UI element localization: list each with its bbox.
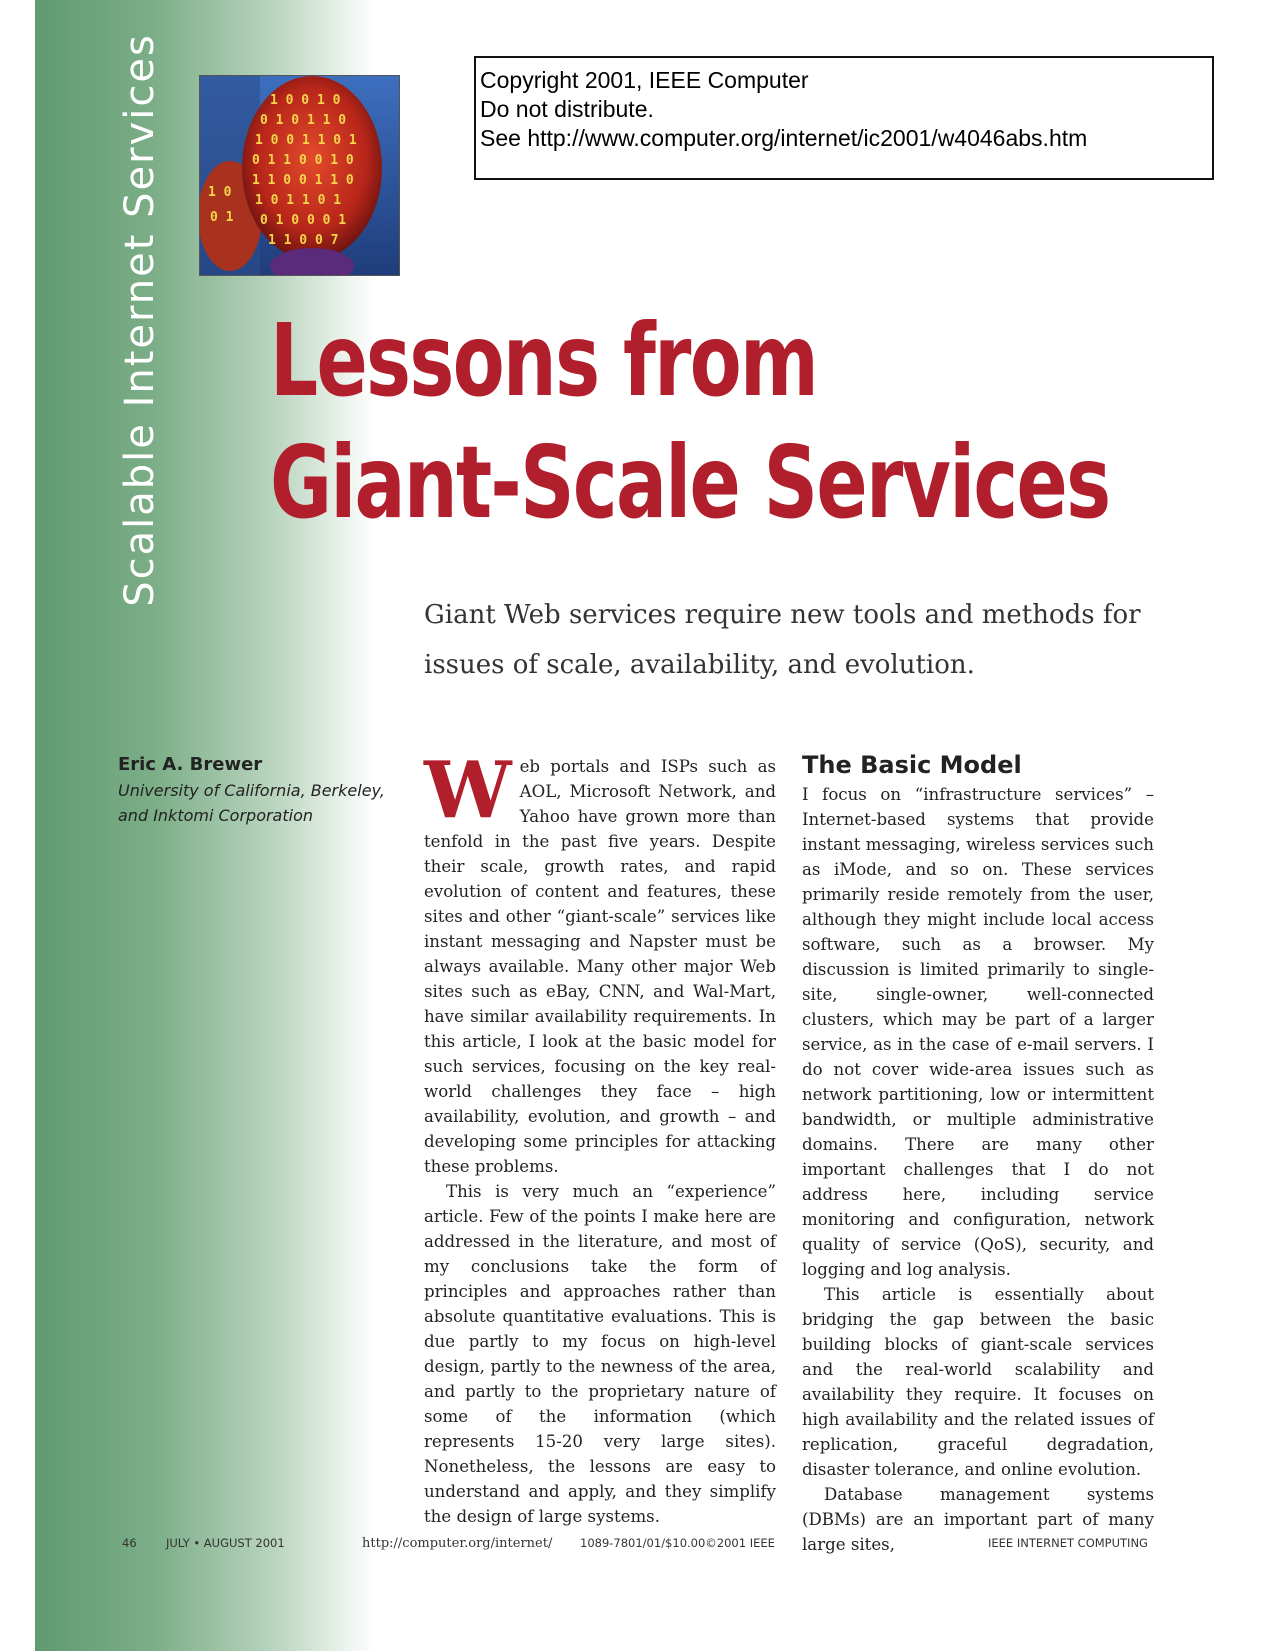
svg-text:0 1 1 0 0 1 0: 0 1 1 0 0 1 0 — [252, 153, 354, 168]
copyright-line-2: Do not distribute. — [480, 96, 654, 122]
body-paragraph — [424, 745, 776, 1179]
body-column-right — [802, 750, 1154, 1557]
page-number: 46 — [122, 1536, 137, 1550]
paragraph-text: eb portals and ISPs such as AOL, Microsoft Network, and Yahoo have grown more than tenfold in the past five years. Despite their scale, growth rates, and rapid evolution of content and features, these sites and other “giant-scale” services like instant messaging and Napster must be always available. Many other major Web sites such as eBay, CNN, and Wal-Mart, have similar availability requirements. In this article, I look at the basic model for such services, focusing on the key real-world challenges they face – high availability, evolution, and growth – and developing some principles for attacking these problems. — [424, 757, 776, 1176]
svg-text:1 0 1 1 0 1: 1 0 1 1 0 1 — [255, 193, 342, 208]
author-affiliation-1: University of California, Berkeley, — [118, 781, 385, 800]
section-heading: The Basic Model — [802, 751, 1022, 779]
svg-text:1 0 0 1 1 0 1: 1 0 0 1 1 0 1 — [255, 133, 357, 148]
issue-date: JULY • AUGUST 2001 — [166, 1536, 285, 1550]
svg-text:0 1 0 1 1 0: 0 1 0 1 1 0 — [260, 113, 347, 128]
article-subtitle: Giant Web services require new tools and methods for issues of scale, availability, and evolution. — [424, 600, 1141, 680]
copyright-notice — [474, 56, 1214, 180]
copyright-line-3: See http://www.computer.org/internet/ic2001/w4046abs.htm — [480, 125, 1088, 151]
svg-text:0 1: 0 1 — [210, 210, 234, 225]
hero-image — [199, 75, 400, 276]
author-block — [118, 752, 388, 828]
title-line-2: Giant-Scale Services — [270, 424, 1110, 541]
body-column-left — [424, 745, 776, 1529]
article-title — [270, 300, 1109, 544]
title-line-1: Lessons from — [270, 302, 818, 419]
body-paragraph: This article is essentially about bridging the gap between the basic building blocks of giant-scale services and the real-world scalability and availability they require. It focuses on high availability and the related issues of replication, graceful degradation, disaster tolerance, and online evolution. — [802, 1285, 1154, 1479]
svg-text:1 0: 1 0 — [208, 185, 232, 200]
svg-text:1 1 0 0 7: 1 1 0 0 7 — [268, 233, 339, 248]
body-paragraph: I focus on “infrastructure services” – Internet-based systems that provide instant messaging, wireless services such as iMode, and so on. These services primarily reside remotely from the user, although they might include local access software, such as a browser. My discussion is limited primarily to single-site, single-owner, well-connected clusters, which may be part of a larger service, as in the case of e-mail servers. I do not cover wide-area issues such as network partitioning, low or intermittent bandwidth, or multiple administrative domains. There are many other important challenges that I do not address here, including service monitoring and configuration, network quality of service (QoS), security, and logging and log analysis. — [802, 785, 1154, 1279]
body-paragraph: Database management systems (DBMs) are an important part of many large sites, — [802, 1485, 1154, 1554]
section-label: Scalable Internet Services — [117, 33, 163, 607]
svg-text:0 1 0 0 0 1: 0 1 0 0 0 1 — [260, 213, 347, 228]
body-paragraph: This is very much an “experience” article. Few of the points I make here are addressed in the literature, and most of my conclusions take the form of principles and approaches rather than absolute quantitative evaluations. This is due partly to my focus on high-level design, partly to the newness of the area, and partly to the proprietary nature of some of the information (which represents 15-20 very large sites). Nonetheless, the lessons are easy to understand and apply, and they simplify the design of large systems. — [424, 1182, 776, 1526]
publication-name: IEEE INTERNET COMPUTING — [988, 1536, 1148, 1550]
issn-line: 1089-7801/01/$10.00©2001 IEEE — [580, 1536, 775, 1550]
footer-url[interactable]: http://computer.org/internet/ — [362, 1536, 553, 1551]
svg-text:1 0 0 1 0: 1 0 0 1 0 — [270, 93, 341, 108]
copyright-line-1: Copyright 2001, IEEE Computer — [480, 67, 809, 93]
svg-text:1 1 0 0 1 1 0: 1 1 0 0 1 1 0 — [252, 173, 354, 188]
author-affiliation-2: and Inktomi Corporation — [118, 806, 314, 825]
drop-cap: W — [424, 745, 512, 836]
author-name: Eric A. Brewer — [118, 754, 263, 775]
